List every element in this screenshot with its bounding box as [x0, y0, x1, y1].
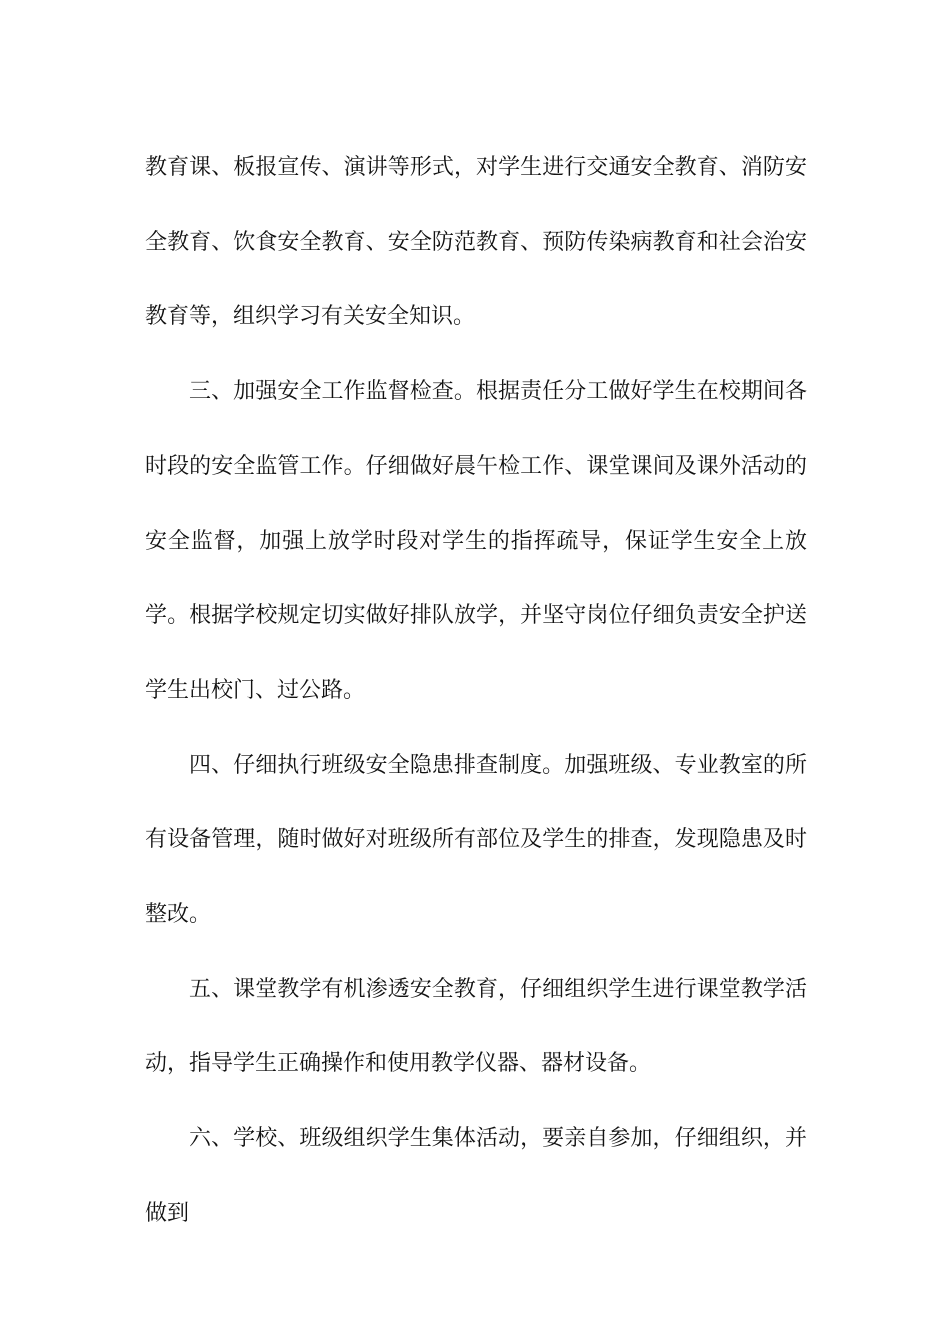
paragraph-item-4: 四、仔细执行班级安全隐患排查制度。加强班级、专业教室的所有设备管理，随时做好对班级所有部位及学生的排查，发现隐患及时整改。	[145, 752, 807, 928]
paragraph-item-3: 三、加强安全工作监督检查。根据责任分工做好学生在校期间各时段的安全监管工作。仔细做好晨午检工作、课堂课间及课外活动的安全监督，加强上放学时段对学生的指挥疏导，保证学生安全上放学。根据学校规定切实做好排队放学，并坚守岗位仔细负责安全护送学生出校门、过公路。	[145, 379, 807, 703]
paragraph-item-6: 六、学校、班级组织学生集体活动，要亲自参加，仔细组织，并做到	[145, 1126, 807, 1226]
paragraph-item-5: 五、课堂教学有机渗透安全教育，仔细组织学生进行课堂教学活动，指导学生正确操作和使用教学仪器、器材设备。	[145, 976, 807, 1077]
document-body	[145, 131, 807, 1252]
paragraph-continuation: 教育课、板报宣传、演讲等形式，对学生进行交通安全教育、消防安全教育、饮食安全教育、安全防范教育、预防传染病教育和社会治安教育等，组织学习有关安全知识。	[145, 155, 807, 330]
